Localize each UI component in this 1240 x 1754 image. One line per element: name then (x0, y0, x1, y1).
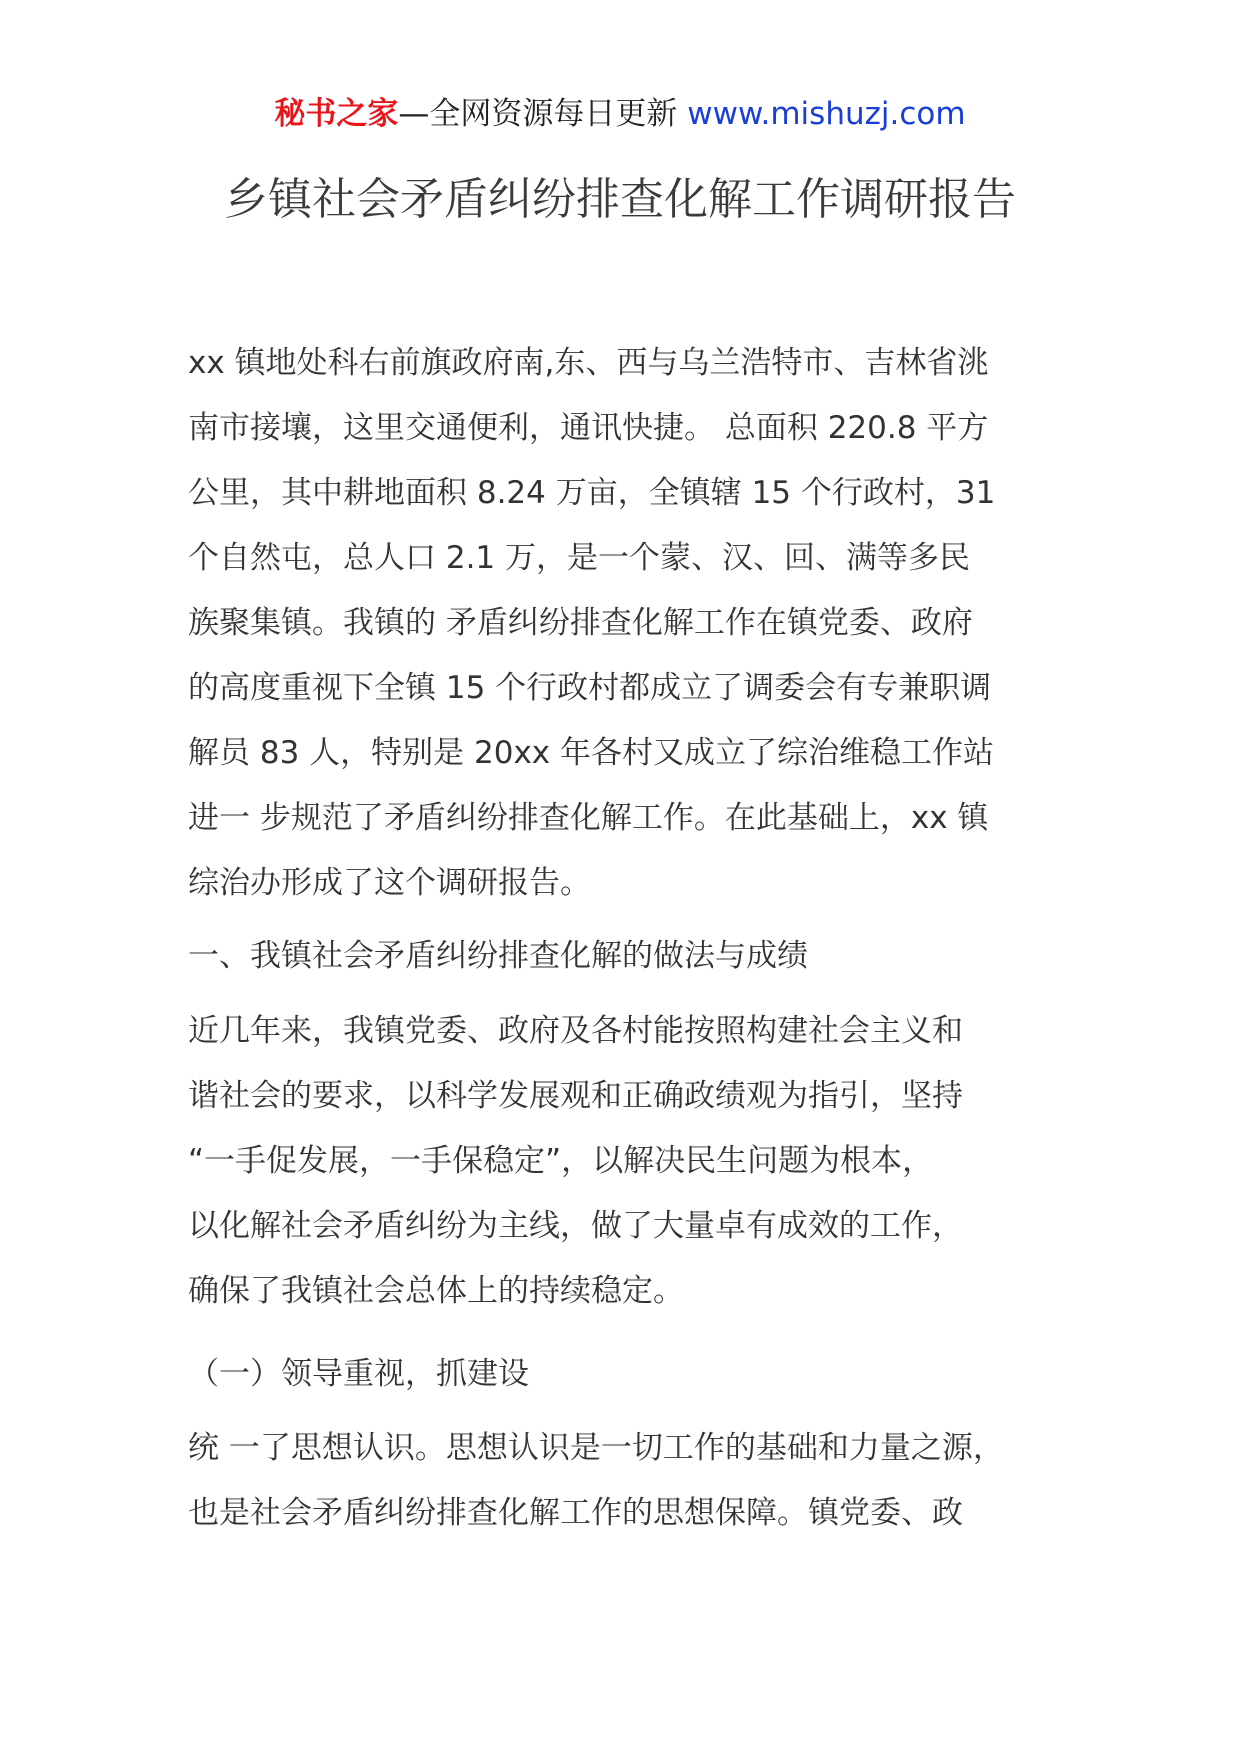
document-title: 乡镇社会矛盾纠纷排查化解工作调研报告 (224, 174, 1016, 225)
paragraph-section-one (188, 999, 1068, 1324)
site-header (0, 94, 1240, 134)
text-line: 谐社会的要求，以科学发展观和正确政绩观为指引，坚持 (188, 1078, 963, 1114)
paragraph-intro (188, 331, 1068, 916)
text-line: 进一 步规范了矛盾纠纷排查化解工作。在此基础上，xx 镇 (188, 800, 989, 836)
text-line: 公里，其中耕地面积 8.24 万亩，全镇辖 15 个行政村，31 (188, 475, 996, 511)
text-line: 确保了我镇社会总体上的持续稳定。 (188, 1273, 684, 1309)
text-line: xx 镇地处科右前旗政府南,东、西与乌兰浩特市、吉林省洮 (188, 345, 989, 381)
text-line: 也是社会矛盾纠纷排查化解工作的思想保障。镇党委、政 (188, 1495, 963, 1531)
section-heading-text: 一、我镇社会矛盾纠纷排查化解的做法与成绩 (188, 938, 808, 974)
subsection-heading (188, 1342, 1068, 1407)
site-url-link[interactable]: www.mishuzj.com (687, 96, 966, 132)
text-line: 南市接壤，这里交通便利，通讯快捷。 总面积 220.8 平方 (188, 410, 989, 446)
text-line: 综治办形成了这个调研报告。 (188, 865, 591, 901)
paragraph-subsection-one (188, 1416, 1068, 1546)
text-line: 个自然屯，总人口 2.1 万，是一个蒙、汉、回、满等多民 (188, 540, 971, 576)
subsection-heading-text: （一）领导重视，抓建设 (188, 1356, 529, 1392)
header-tagline: —全网资源每日更新 (398, 96, 678, 132)
text-line: 解员 83 人，特别是 20xx 年各村又成立了综治维稳工作站 (188, 735, 994, 771)
brand-name: 秘书之家 (274, 96, 399, 132)
text-line: 统 一了思想认识。思想认识是一切工作的基础和力量之源， (188, 1430, 1004, 1466)
text-line: 近几年来，我镇党委、政府及各村能按照构建社会主义和 (188, 1013, 963, 1049)
text-line: “一手促发展，一手保稳定”，以解决民生问题为根本， (188, 1143, 934, 1179)
section-heading (188, 924, 1068, 989)
text-line: 族聚集镇。我镇的 矛盾纠纷排查化解工作在镇党委、政府 (188, 605, 973, 641)
text-line: 以化解社会矛盾纠纷为主线，做了大量卓有成效的工作， (188, 1208, 963, 1244)
text-line: 的高度重视下全镇 15 个行政村都成立了调委会有专兼职调 (188, 670, 992, 706)
